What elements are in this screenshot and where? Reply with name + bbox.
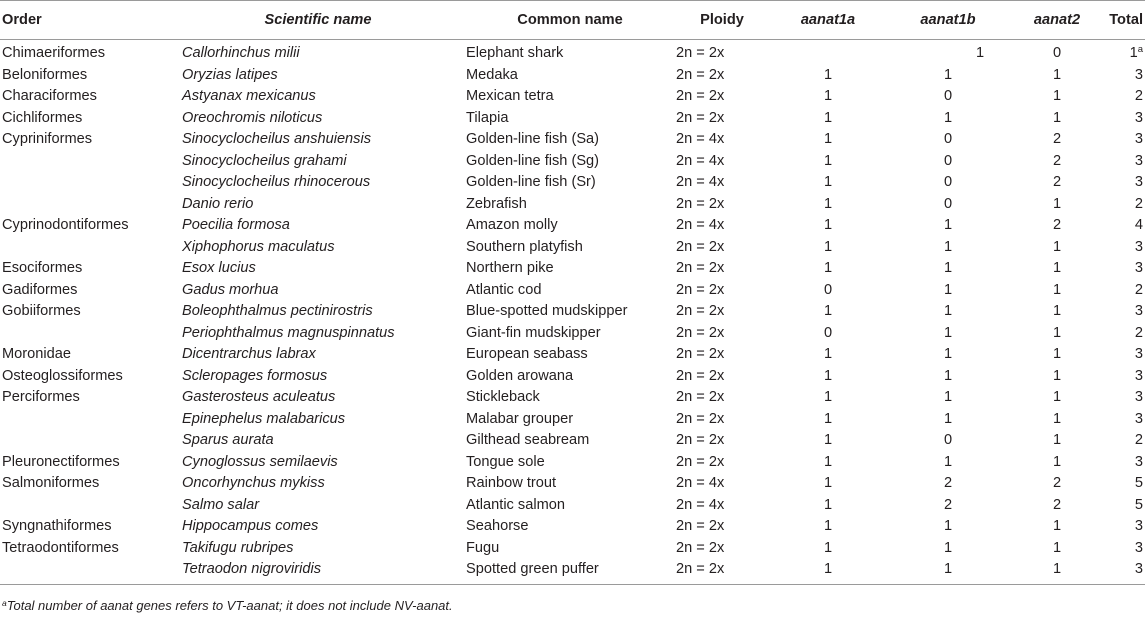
cell-scientific-name: Epinephelus malabaricus bbox=[182, 410, 346, 427]
cell-aanat1a: 1 bbox=[823, 410, 833, 427]
cell-aanat2: 2 bbox=[1052, 131, 1062, 147]
cell-ploidy: 2n = 2x bbox=[676, 539, 725, 556]
cell-aanat1b: 1 bbox=[943, 367, 953, 384]
cell-aanat2: 1 bbox=[1052, 238, 1062, 255]
table-row bbox=[0, 387, 1145, 409]
cell-order bbox=[0, 430, 172, 452]
cell-scientific-name: Sinocyclocheilus anshuiensis bbox=[182, 131, 372, 147]
cell-aanat2: 1 bbox=[1052, 324, 1062, 341]
header-row bbox=[0, 1, 1145, 40]
table-header bbox=[0, 1, 1145, 40]
table-row bbox=[0, 452, 1145, 474]
cell-ploidy: 2n = 4x bbox=[676, 174, 725, 190]
cell-common-name: Rainbow trout bbox=[466, 475, 557, 491]
cell-order: Pleuronectiformes bbox=[2, 453, 120, 470]
cell-scientific-name: Dicentrarchus labrax bbox=[182, 346, 316, 362]
cell-order bbox=[0, 495, 172, 517]
cell-aanat1a: 1 bbox=[823, 453, 833, 470]
cell-aanat2: 1 bbox=[1052, 410, 1062, 427]
header-aanat1b: aanat1b bbox=[888, 1, 1008, 40]
table-row bbox=[0, 538, 1145, 560]
cell-order: Gobiiformes bbox=[2, 303, 81, 319]
cell-scientific-name: Sinocyclocheilus rhinocerous bbox=[182, 174, 371, 190]
cell-common-name: Northern pike bbox=[466, 260, 554, 276]
cell-aanat1b: 1 bbox=[943, 324, 953, 341]
cell-aanat2: 1 bbox=[1052, 260, 1062, 276]
cell-order bbox=[0, 559, 172, 584]
cell-ploidy: 2n = 2x bbox=[676, 88, 725, 104]
footnote-marker: a bbox=[2, 598, 7, 608]
cell-scientific-name: Boleophthalmus pectinirostris bbox=[182, 303, 373, 319]
cell-aanat2: 1 bbox=[1052, 281, 1062, 298]
cell-aanat1b: 1 bbox=[943, 217, 953, 233]
header-common-name: Common name bbox=[454, 1, 674, 40]
cell-total: 3 bbox=[1134, 303, 1143, 319]
cell-aanat1b: 0 bbox=[943, 152, 953, 169]
cell-common-name: European seabass bbox=[466, 346, 588, 362]
cell-scientific-name: Tetraodon nigroviridis bbox=[172, 559, 454, 584]
cell-ploidy: 2n = 2x bbox=[676, 324, 725, 341]
cell-ploidy: 2n = 2x bbox=[676, 45, 725, 61]
cell-ploidy: 2n = 4x bbox=[676, 131, 725, 147]
table-footnote bbox=[2, 598, 453, 613]
cell-scientific-name: Cynoglossus semilaevis bbox=[182, 453, 338, 470]
cell-scientific-name: Poecilia formosa bbox=[182, 217, 290, 233]
cell-total: 3 bbox=[1134, 66, 1143, 83]
table-row bbox=[0, 409, 1145, 431]
cell-order bbox=[0, 237, 172, 259]
cell-total: 2 bbox=[1134, 195, 1143, 212]
cell-aanat1b: 1 bbox=[943, 260, 953, 276]
table-row bbox=[0, 366, 1145, 388]
cell-aanat2: 0 bbox=[1052, 45, 1062, 61]
cell-common-name: Golden-line fish (Sa) bbox=[466, 131, 600, 147]
cell-aanat2: 1 bbox=[1052, 66, 1062, 83]
cell-aanat1b: 1 bbox=[943, 518, 953, 534]
cell-ploidy: 2n = 2x bbox=[676, 432, 725, 448]
cell-aanat1a: 1 bbox=[823, 303, 833, 319]
cell-aanat1a: 0 bbox=[823, 324, 833, 341]
cell-common-name: Seahorse bbox=[466, 518, 529, 534]
footnote-text: Total number of aanat genes refers to VT-aanat; it does not include NV-aanat. bbox=[6, 598, 453, 613]
cell-ploidy: 2n = 2x bbox=[676, 346, 725, 362]
cell-order: Perciformes bbox=[2, 389, 80, 405]
cell-common-name: Fugu bbox=[466, 539, 500, 556]
cell-common-name: Golden-line fish (Sg) bbox=[466, 152, 600, 169]
cell-aanat1b: 1 bbox=[943, 238, 953, 255]
cell-aanat2: 1 bbox=[1052, 367, 1062, 384]
cell-aanat1a: 1 bbox=[823, 109, 833, 126]
cell-aanat1b: 1 bbox=[943, 389, 953, 405]
table-row bbox=[0, 108, 1145, 130]
table-row bbox=[0, 86, 1145, 108]
cell-scientific-name: Danio rerio bbox=[182, 195, 254, 212]
table-row bbox=[0, 40, 1145, 65]
table-row bbox=[0, 473, 1145, 495]
header-aanat1a: aanat1a bbox=[768, 1, 888, 40]
cell-common-name: Golden arowana bbox=[466, 367, 574, 384]
cell-order bbox=[0, 151, 172, 173]
cell-total: 3 bbox=[1134, 518, 1143, 534]
table-row bbox=[0, 194, 1145, 216]
cell-scientific-name: Periophthalmus magnuspinnatus bbox=[182, 324, 395, 341]
cell-aanat1b: 1 bbox=[943, 109, 953, 126]
cell-order: Tetraodontiformes bbox=[2, 539, 119, 556]
table-row bbox=[0, 237, 1145, 259]
cell-total: 3 bbox=[1134, 131, 1143, 147]
header-ploidy: Ploidy bbox=[674, 1, 768, 40]
footnote-marker: a bbox=[1137, 44, 1143, 55]
cell-ploidy: 2n = 4x bbox=[676, 152, 725, 169]
cell-total: 3 bbox=[1134, 389, 1143, 405]
cell-aanat2: 2 bbox=[1052, 475, 1062, 491]
cell-aanat1b: 1 bbox=[888, 559, 1008, 584]
cell-aanat1b: 0 bbox=[943, 131, 953, 147]
cell-ploidy: 2n = 2x bbox=[676, 260, 725, 276]
cell-scientific-name: Oryzias latipes bbox=[182, 66, 278, 83]
cell-aanat1a: 1 bbox=[823, 217, 833, 233]
cell-ploidy: 2n = 2x bbox=[676, 518, 725, 534]
cell-total: 3 bbox=[1134, 367, 1143, 384]
cell-aanat2: 1 bbox=[1052, 88, 1062, 104]
cell-aanat2: 1 bbox=[1052, 303, 1062, 319]
cell-order bbox=[0, 323, 172, 345]
cell-scientific-name: Esox lucius bbox=[182, 260, 256, 276]
table-row bbox=[0, 323, 1145, 345]
cell-ploidy: 2n = 4x bbox=[676, 217, 725, 233]
cell-common-name: Amazon molly bbox=[466, 217, 558, 233]
cell-aanat1a: 1 bbox=[823, 131, 833, 147]
cell-aanat1b: 2 bbox=[943, 475, 953, 491]
cell-order: Cypriniformes bbox=[2, 131, 93, 147]
cell-aanat1a: 1 bbox=[823, 152, 833, 169]
cell-aanat1a: 1 bbox=[823, 518, 833, 534]
cell-scientific-name: Sparus aurata bbox=[182, 432, 274, 448]
cell-common-name: Blue-spotted mudskipper bbox=[466, 303, 628, 319]
header-scientific-name: Scientific name bbox=[172, 1, 454, 40]
cell-common-name: Medaka bbox=[466, 66, 518, 83]
cell-total: 3 bbox=[1134, 346, 1143, 362]
cell-aanat1a: 1 bbox=[823, 66, 833, 83]
cell-order: Gadiformes bbox=[2, 281, 78, 298]
cell-aanat2: 1 bbox=[1052, 109, 1062, 126]
cell-aanat1b: 1 bbox=[943, 539, 953, 556]
cell-scientific-name: Hippocampus comes bbox=[182, 518, 319, 534]
cell-scientific-name: Scleropages formosus bbox=[182, 367, 328, 384]
table-row bbox=[0, 172, 1145, 194]
cell-order: Salmoniformes bbox=[2, 475, 100, 491]
table-row bbox=[0, 65, 1145, 87]
cell-ploidy: 2n = 2x bbox=[674, 559, 768, 584]
cell-order: Syngnathiformes bbox=[2, 518, 112, 534]
cell-total: 3 bbox=[1134, 109, 1143, 126]
cell-aanat2: 1 bbox=[1052, 195, 1062, 212]
cell-scientific-name: Sinocyclocheilus grahami bbox=[182, 152, 347, 169]
cell-ploidy: 2n = 2x bbox=[676, 109, 725, 126]
cell-aanat2: 2 bbox=[1052, 496, 1062, 513]
cell-common-name: Spotted green puffer bbox=[454, 559, 674, 584]
cell-total: 3 bbox=[1134, 152, 1143, 169]
cell-ploidy: 2n = 4x bbox=[676, 496, 725, 513]
cell-aanat2: 1 bbox=[1052, 346, 1062, 362]
cell-aanat1a: 1 bbox=[823, 389, 833, 405]
table-row bbox=[0, 430, 1145, 452]
table-row bbox=[0, 559, 1145, 584]
cell-aanat1a: 1 bbox=[823, 195, 833, 212]
cell-order: Beloniformes bbox=[2, 66, 88, 83]
cell-aanat1b: 0 bbox=[943, 195, 953, 212]
cell-common-name: Southern platyfish bbox=[466, 238, 583, 255]
cell-total: 3 bbox=[1106, 559, 1145, 584]
cell-ploidy: 2n = 2x bbox=[676, 66, 725, 83]
cell-total: 2 bbox=[1134, 88, 1143, 104]
cell-order bbox=[0, 172, 172, 194]
table-row bbox=[0, 344, 1145, 366]
cell-aanat1a: 1 bbox=[823, 346, 833, 362]
cell-common-name: Golden-line fish (Sr) bbox=[466, 174, 596, 190]
cell-aanat1b: 0 bbox=[943, 432, 953, 448]
table-row bbox=[0, 516, 1145, 538]
table-row bbox=[0, 151, 1145, 173]
cell-order: Characiformes bbox=[2, 88, 97, 104]
cell-ploidy: 2n = 2x bbox=[676, 410, 725, 427]
table-row bbox=[0, 215, 1145, 237]
table-row bbox=[0, 129, 1145, 151]
cell-common-name: Atlantic salmon bbox=[466, 496, 565, 513]
cell-total: 3 bbox=[1134, 238, 1143, 255]
cell-order: Osteoglossiformes bbox=[2, 367, 123, 384]
cell-ploidy: 2n = 2x bbox=[676, 453, 725, 470]
cell-order: Chimaeriformes bbox=[2, 45, 105, 61]
cell-common-name: Tongue sole bbox=[466, 453, 545, 470]
cell-order: Cichliformes bbox=[2, 109, 83, 126]
cell-order: Cyprinodontiformes bbox=[2, 217, 129, 233]
cell-scientific-name: Xiphophorus maculatus bbox=[182, 238, 335, 255]
cell-total: 2 bbox=[1134, 281, 1143, 298]
cell-scientific-name: Oreochromis niloticus bbox=[182, 109, 323, 126]
cell-common-name: Mexican tetra bbox=[466, 88, 554, 104]
cell-common-name: Tilapia bbox=[466, 109, 509, 126]
cell-ploidy: 2n = 2x bbox=[676, 195, 725, 212]
cell-aanat1b: 0 bbox=[943, 174, 953, 190]
cell-ploidy: 2n = 2x bbox=[676, 238, 725, 255]
cell-common-name: Giant-fin mudskipper bbox=[466, 324, 601, 341]
cell-aanat2: 2 bbox=[1052, 174, 1062, 190]
cell-aanat2: 1 bbox=[1052, 518, 1062, 534]
cell-aanat1b: 1 bbox=[943, 410, 953, 427]
cell-scientific-name: Astyanax mexicanus bbox=[182, 88, 316, 104]
cell-total: 3 bbox=[1134, 453, 1143, 470]
cell-scientific-name: Takifugu rubripes bbox=[182, 539, 294, 556]
cell-aanat1a: 1 bbox=[823, 88, 833, 104]
cell-total: 4 bbox=[1134, 217, 1143, 233]
cell-aanat2: 1 bbox=[1052, 389, 1062, 405]
cell-total: 3 bbox=[1134, 260, 1143, 276]
header-total: Total bbox=[1106, 1, 1145, 40]
cell-aanat1a: 1 bbox=[823, 238, 833, 255]
cell-order bbox=[0, 409, 172, 431]
cell-common-name: Gilthead seabream bbox=[466, 432, 590, 448]
cell-total: 5 bbox=[1134, 475, 1143, 491]
table-row bbox=[0, 258, 1145, 280]
cell-aanat1a: 1 bbox=[823, 475, 833, 491]
cell-scientific-name: Gasterosteus aculeatus bbox=[182, 389, 336, 405]
cell-aanat1a: 1 bbox=[768, 559, 888, 584]
cell-scientific-name: Salmo salar bbox=[182, 496, 260, 513]
cell-common-name: Elephant shark bbox=[466, 45, 564, 61]
cell-aanat1a: 1 bbox=[823, 367, 833, 384]
cell-ploidy: 2n = 2x bbox=[676, 303, 725, 319]
table-row bbox=[0, 495, 1145, 517]
cell-total: 3 bbox=[1134, 539, 1143, 556]
cell-aanat1a: 1 bbox=[823, 174, 833, 190]
cell-aanat1b: 1 bbox=[943, 281, 953, 298]
cell-aanat1a: 1 bbox=[823, 496, 833, 513]
cell-ploidy: 2n = 2x bbox=[676, 389, 725, 405]
cell-aanat2: 1 bbox=[1052, 453, 1062, 470]
cell-total: 2 bbox=[1134, 432, 1143, 448]
cell-aanat1b: 1 bbox=[943, 453, 953, 470]
cell-order: Esociformes bbox=[2, 260, 83, 276]
cell-ploidy: 2n = 2x bbox=[676, 281, 725, 298]
cell-common-name: Zebrafish bbox=[466, 195, 527, 212]
cell-total: 3 bbox=[1134, 174, 1143, 190]
cell-common-name: Malabar grouper bbox=[466, 410, 574, 427]
cell-order bbox=[0, 194, 172, 216]
cell-aanat1a: 0 bbox=[823, 281, 833, 298]
cell-scientific-name: Gadus morhua bbox=[182, 281, 279, 298]
cell-aanat1a: 1 bbox=[823, 260, 833, 276]
cell-total-value: 1 bbox=[1129, 45, 1138, 61]
cell-scientific-name: Oncorhynchus mykiss bbox=[182, 475, 325, 491]
cell-aanat1a: 1 bbox=[823, 432, 833, 448]
cell-aanat2: 1 bbox=[1052, 539, 1062, 556]
cell-aanat2: 1 bbox=[1008, 559, 1106, 584]
cell-common-name: Stickleback bbox=[466, 389, 540, 405]
cell-aanat1b: 2 bbox=[943, 496, 953, 513]
cell-total: 2 bbox=[1134, 324, 1143, 341]
cell-aanat1-merged: 1 bbox=[976, 45, 985, 61]
cell-aanat2: 2 bbox=[1052, 152, 1062, 169]
cell-ploidy: 2n = 4x bbox=[676, 475, 725, 491]
table-row bbox=[0, 301, 1145, 323]
cell-aanat2: 1 bbox=[1052, 432, 1062, 448]
cell-ploidy: 2n = 2x bbox=[676, 367, 725, 384]
cell-common-name: Atlantic cod bbox=[466, 281, 542, 298]
cell-aanat1a: 1 bbox=[823, 539, 833, 556]
header-order: Order bbox=[0, 1, 172, 40]
cell-scientific-name: Callorhinchus milii bbox=[182, 45, 300, 61]
cell-total: 3 bbox=[1134, 410, 1143, 427]
cell-aanat1b: 0 bbox=[943, 88, 953, 104]
cell-total: 5 bbox=[1134, 496, 1143, 513]
cell-total bbox=[1106, 40, 1145, 65]
header-aanat2: aanat2 bbox=[1008, 1, 1106, 40]
cell-aanat2: 2 bbox=[1052, 217, 1062, 233]
cell-aanat1b: 1 bbox=[943, 346, 953, 362]
cell-order: Moronidae bbox=[2, 346, 71, 362]
cell-aanat1b: 1 bbox=[943, 303, 953, 319]
table-row bbox=[0, 280, 1145, 302]
table-body bbox=[0, 40, 1145, 585]
cell-aanat1b: 1 bbox=[943, 66, 953, 83]
